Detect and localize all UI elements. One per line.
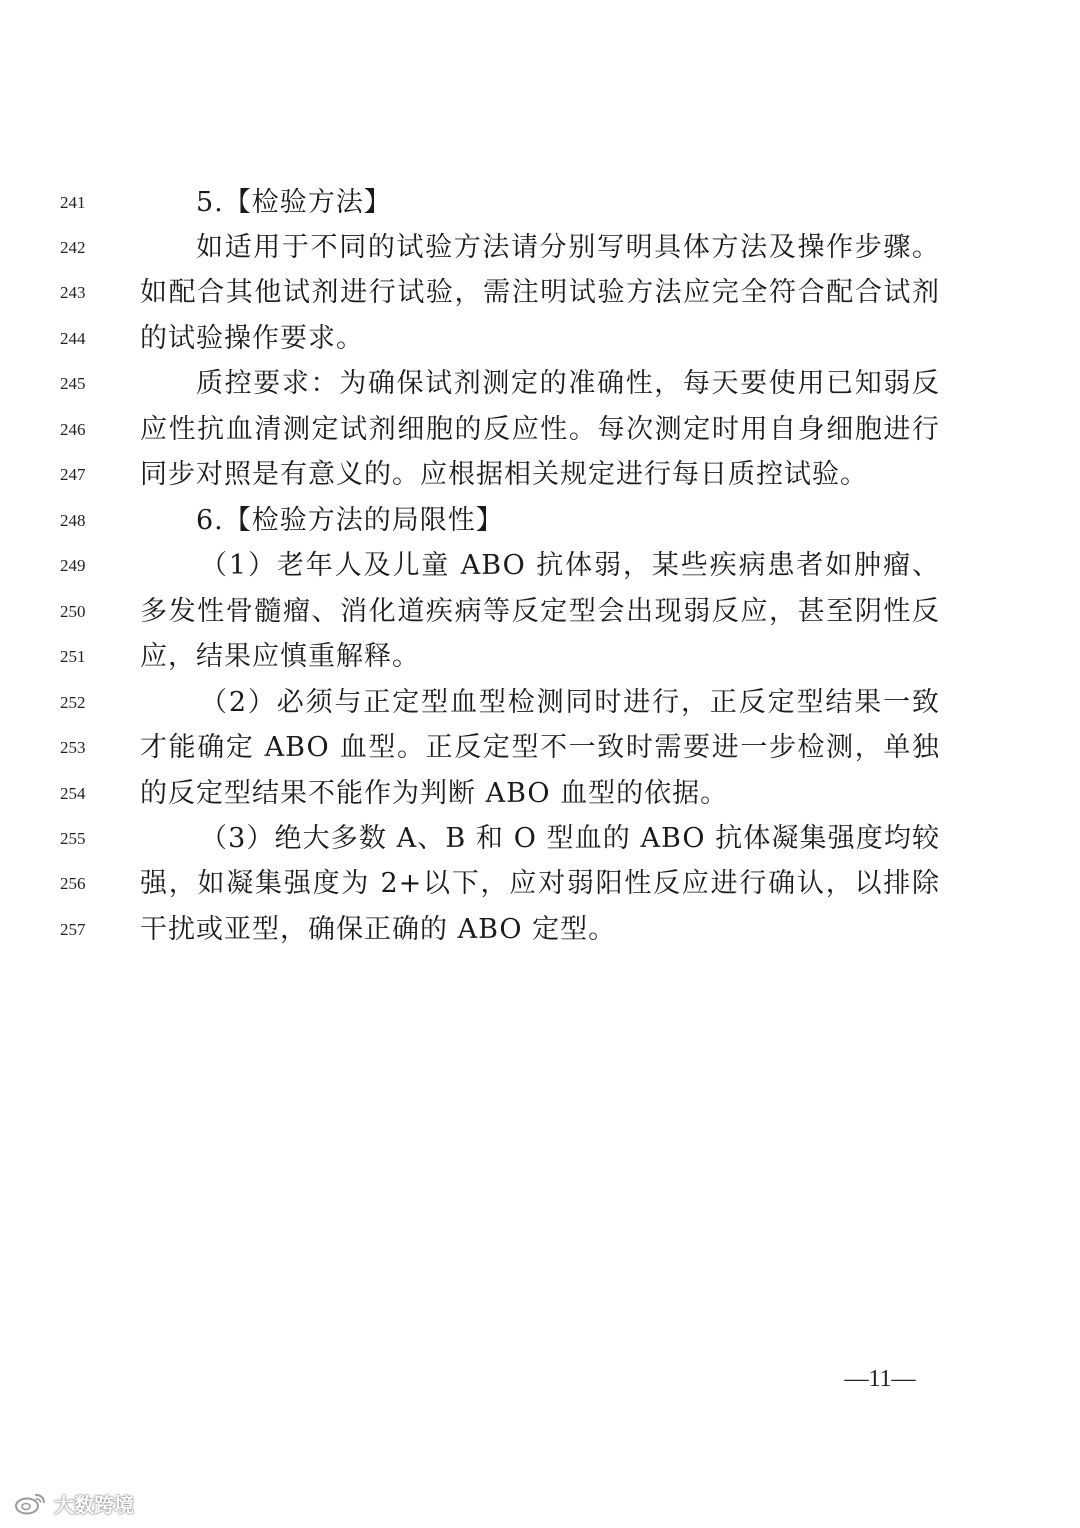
paragraph-text: （2）必须与正定型血型检测同时进行，正反定型结果一致: [200, 687, 940, 718]
line-number: 241: [60, 193, 86, 212]
document-line: [0, 316, 1080, 362]
line-number: 252: [60, 693, 86, 712]
paragraph-text: 强，如凝集强度为 2+以下，应对弱阳性反应进行确认，以排除: [140, 868, 940, 899]
document-line: [0, 589, 1080, 635]
line-number: 247: [60, 465, 86, 484]
line-number: 243: [60, 283, 86, 302]
document-line: [0, 680, 1080, 726]
line-number: 242: [60, 238, 86, 257]
document-line: [0, 407, 1080, 453]
document-line: [0, 452, 1080, 498]
paragraph-text: 如适用于不同的试验方法请分别写明具体方法及操作步骤。: [196, 232, 940, 263]
line-number: 246: [60, 420, 86, 439]
paragraph-text: （1）老年人及儿童 ABO 抗体弱，某些疾病患者如肿瘤、: [200, 550, 940, 581]
document-line: [0, 725, 1080, 771]
paragraph-text: 应，结果应慎重解释。: [140, 641, 420, 672]
line-number: 253: [60, 738, 86, 757]
document-line: [0, 861, 1080, 907]
section-heading-method-limitations: 6.【检验方法的局限性】: [196, 505, 504, 536]
document-line: [0, 270, 1080, 316]
document-line: [0, 634, 1080, 680]
line-number: 255: [60, 829, 86, 848]
paragraph-text: 质控要求：为确保试剂测定的准确性，每天要使用已知弱反: [196, 368, 940, 399]
paragraph-text: 才能确定 ABO 血型。正反定型不一致时需要进一步检测，单独: [140, 732, 940, 763]
page-number: —11—: [844, 1366, 916, 1392]
document-line: [0, 771, 1080, 817]
document-line: [0, 816, 1080, 862]
section-heading-inspection-method: 5.【检验方法】: [196, 187, 392, 218]
line-number: 250: [60, 602, 86, 621]
watermark: [14, 1488, 134, 1518]
paragraph-text: 干扰或亚型，确保正确的 ABO 定型。: [140, 914, 617, 945]
paragraph-text: 如配合其他试剂进行试验，需注明试验方法应完全符合配合试剂: [140, 277, 940, 308]
paragraph-text: 的反定型结果不能作为判断 ABO 血型的依据。: [140, 778, 729, 809]
paragraph-text: 的试验操作要求。: [140, 323, 364, 354]
document-line: [0, 361, 1080, 407]
line-number: 248: [60, 511, 86, 530]
paragraph-text: 同步对照是有意义的。应根据相关规定进行每日质控试验。: [140, 459, 868, 490]
line-number: 249: [60, 556, 86, 575]
document-line: [0, 498, 1080, 544]
paragraph-text: （3）绝大多数 A、B 和 O 型血的 ABO 抗体凝集强度均较: [200, 823, 940, 854]
paragraph-text: 多发性骨髓瘤、消化道疾病等反定型会出现弱反应，甚至阴性反: [140, 596, 940, 627]
document-line: [0, 543, 1080, 589]
document-line: [0, 180, 1080, 226]
line-number: 244: [60, 329, 86, 348]
paragraph-text: 应性抗血清测定试剂细胞的反应性。每次测定时用自身细胞进行: [140, 414, 940, 445]
line-number: 257: [60, 920, 86, 939]
line-number: 251: [60, 647, 86, 666]
line-number: 245: [60, 374, 86, 393]
weibo-logo-icon: [14, 1491, 48, 1515]
watermark-text: 大数跨境: [54, 1492, 134, 1517]
line-number: 256: [60, 874, 86, 893]
line-number: 254: [60, 784, 86, 803]
document-line: [0, 907, 1080, 953]
document-line: [0, 225, 1080, 271]
